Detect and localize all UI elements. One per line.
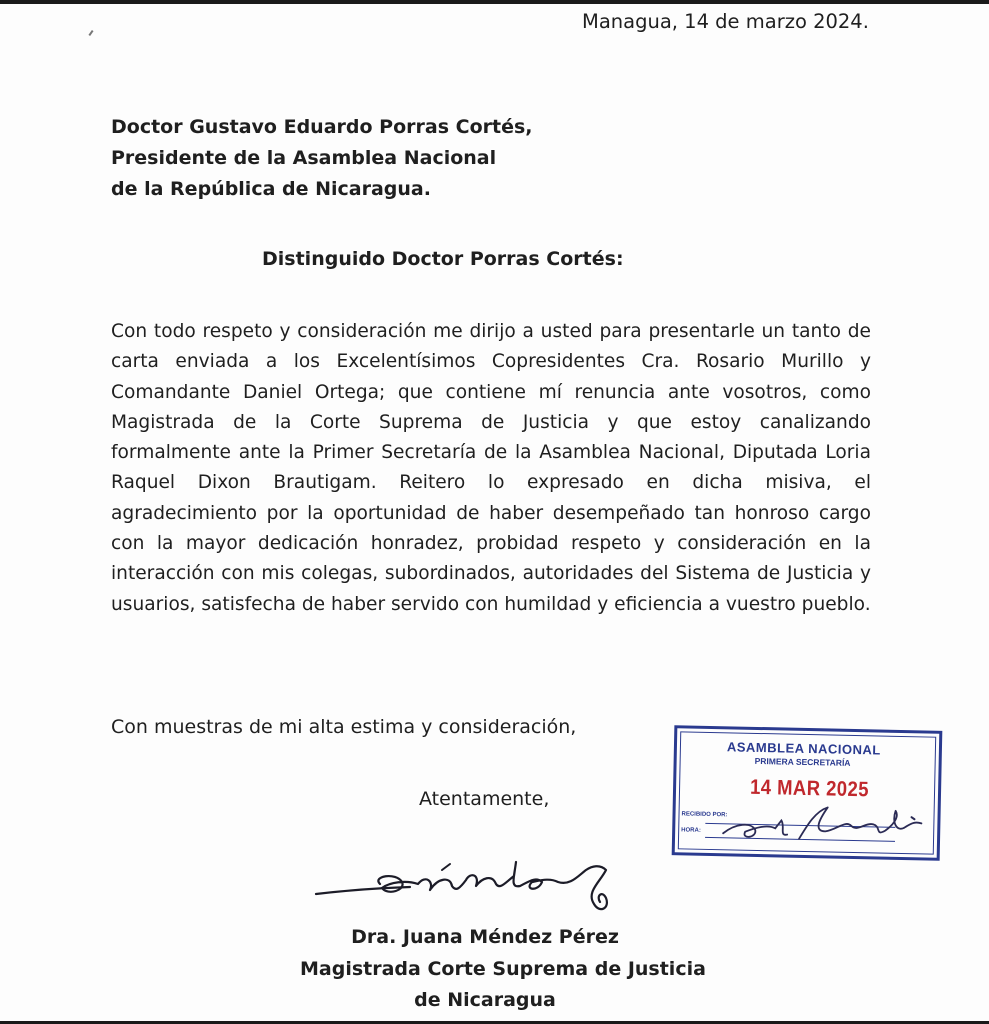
date-line: Managua, 14 de marzo 2024. (582, 10, 869, 33)
stamp-date: 14 MAR 2025 (749, 775, 870, 802)
sign-off: Atentamente, (419, 788, 550, 810)
stamp-time-label: HORA: (681, 827, 701, 834)
addressee-block (111, 112, 533, 205)
signer-name: Dra. Juana Méndez Pérez (351, 926, 619, 948)
paper-speck (88, 30, 93, 36)
reception-stamp (672, 725, 943, 861)
letter-body: Con todo respeto y consideración me dirijo a usted para presentarle un tanto de carta enviada a los Excelentísimos Copresidentes Cra. Rosario Murillo y Comandante Daniel Ortega; que contiene mí renuncia ante vosotros, como Magistrada de la Corte Suprema de Justicia y que estoy canalizando formalmente ante la Primer Secretaría de la Asamblea Nacional, Diputada Loria Raquel Dixon Brautigam. Reitero lo expresado en dicha misiva, el agradecimiento por la oportunidad de haber desempeñado tan honroso cargo con la mayor dedicación honradez, probidad respeto y consideración en la interacción con mis colegas, subordinados, autoridades del Sistema de Justicia y usuarios, satisfecha de haber servido con humildad y eficiencia a vuestro pueblo. (111, 321, 871, 615)
handwritten-signature (310, 852, 640, 922)
closing-line: Con muestras de mi alta estima y consideración, (111, 716, 577, 738)
stamp-received-label: RECIBIDO POR: (681, 811, 728, 819)
stamp-time-line (705, 837, 895, 842)
salutation: Distinguido Doctor Porras Cortés: (262, 248, 624, 270)
signer-title-2: de Nicaragua (414, 989, 556, 1011)
stamp-initials-signature (715, 793, 936, 853)
stamp-received-line (705, 823, 895, 828)
addressee-line-3: de la República de Nicaragua. (111, 178, 431, 200)
signer-title: Magistrada Corte Suprema de Justicia (300, 957, 706, 980)
signer-block (300, 922, 706, 1017)
addressee-line-1: Doctor Gustavo Eduardo Porras Cortés, (111, 116, 533, 138)
addressee-line-2: Presidente de la Asamblea Nacional (111, 147, 497, 169)
stamp-institution: ASAMBLEA NACIONAL (726, 739, 881, 758)
stamp-office: PRIMERA SECRETARÍA (754, 755, 851, 768)
